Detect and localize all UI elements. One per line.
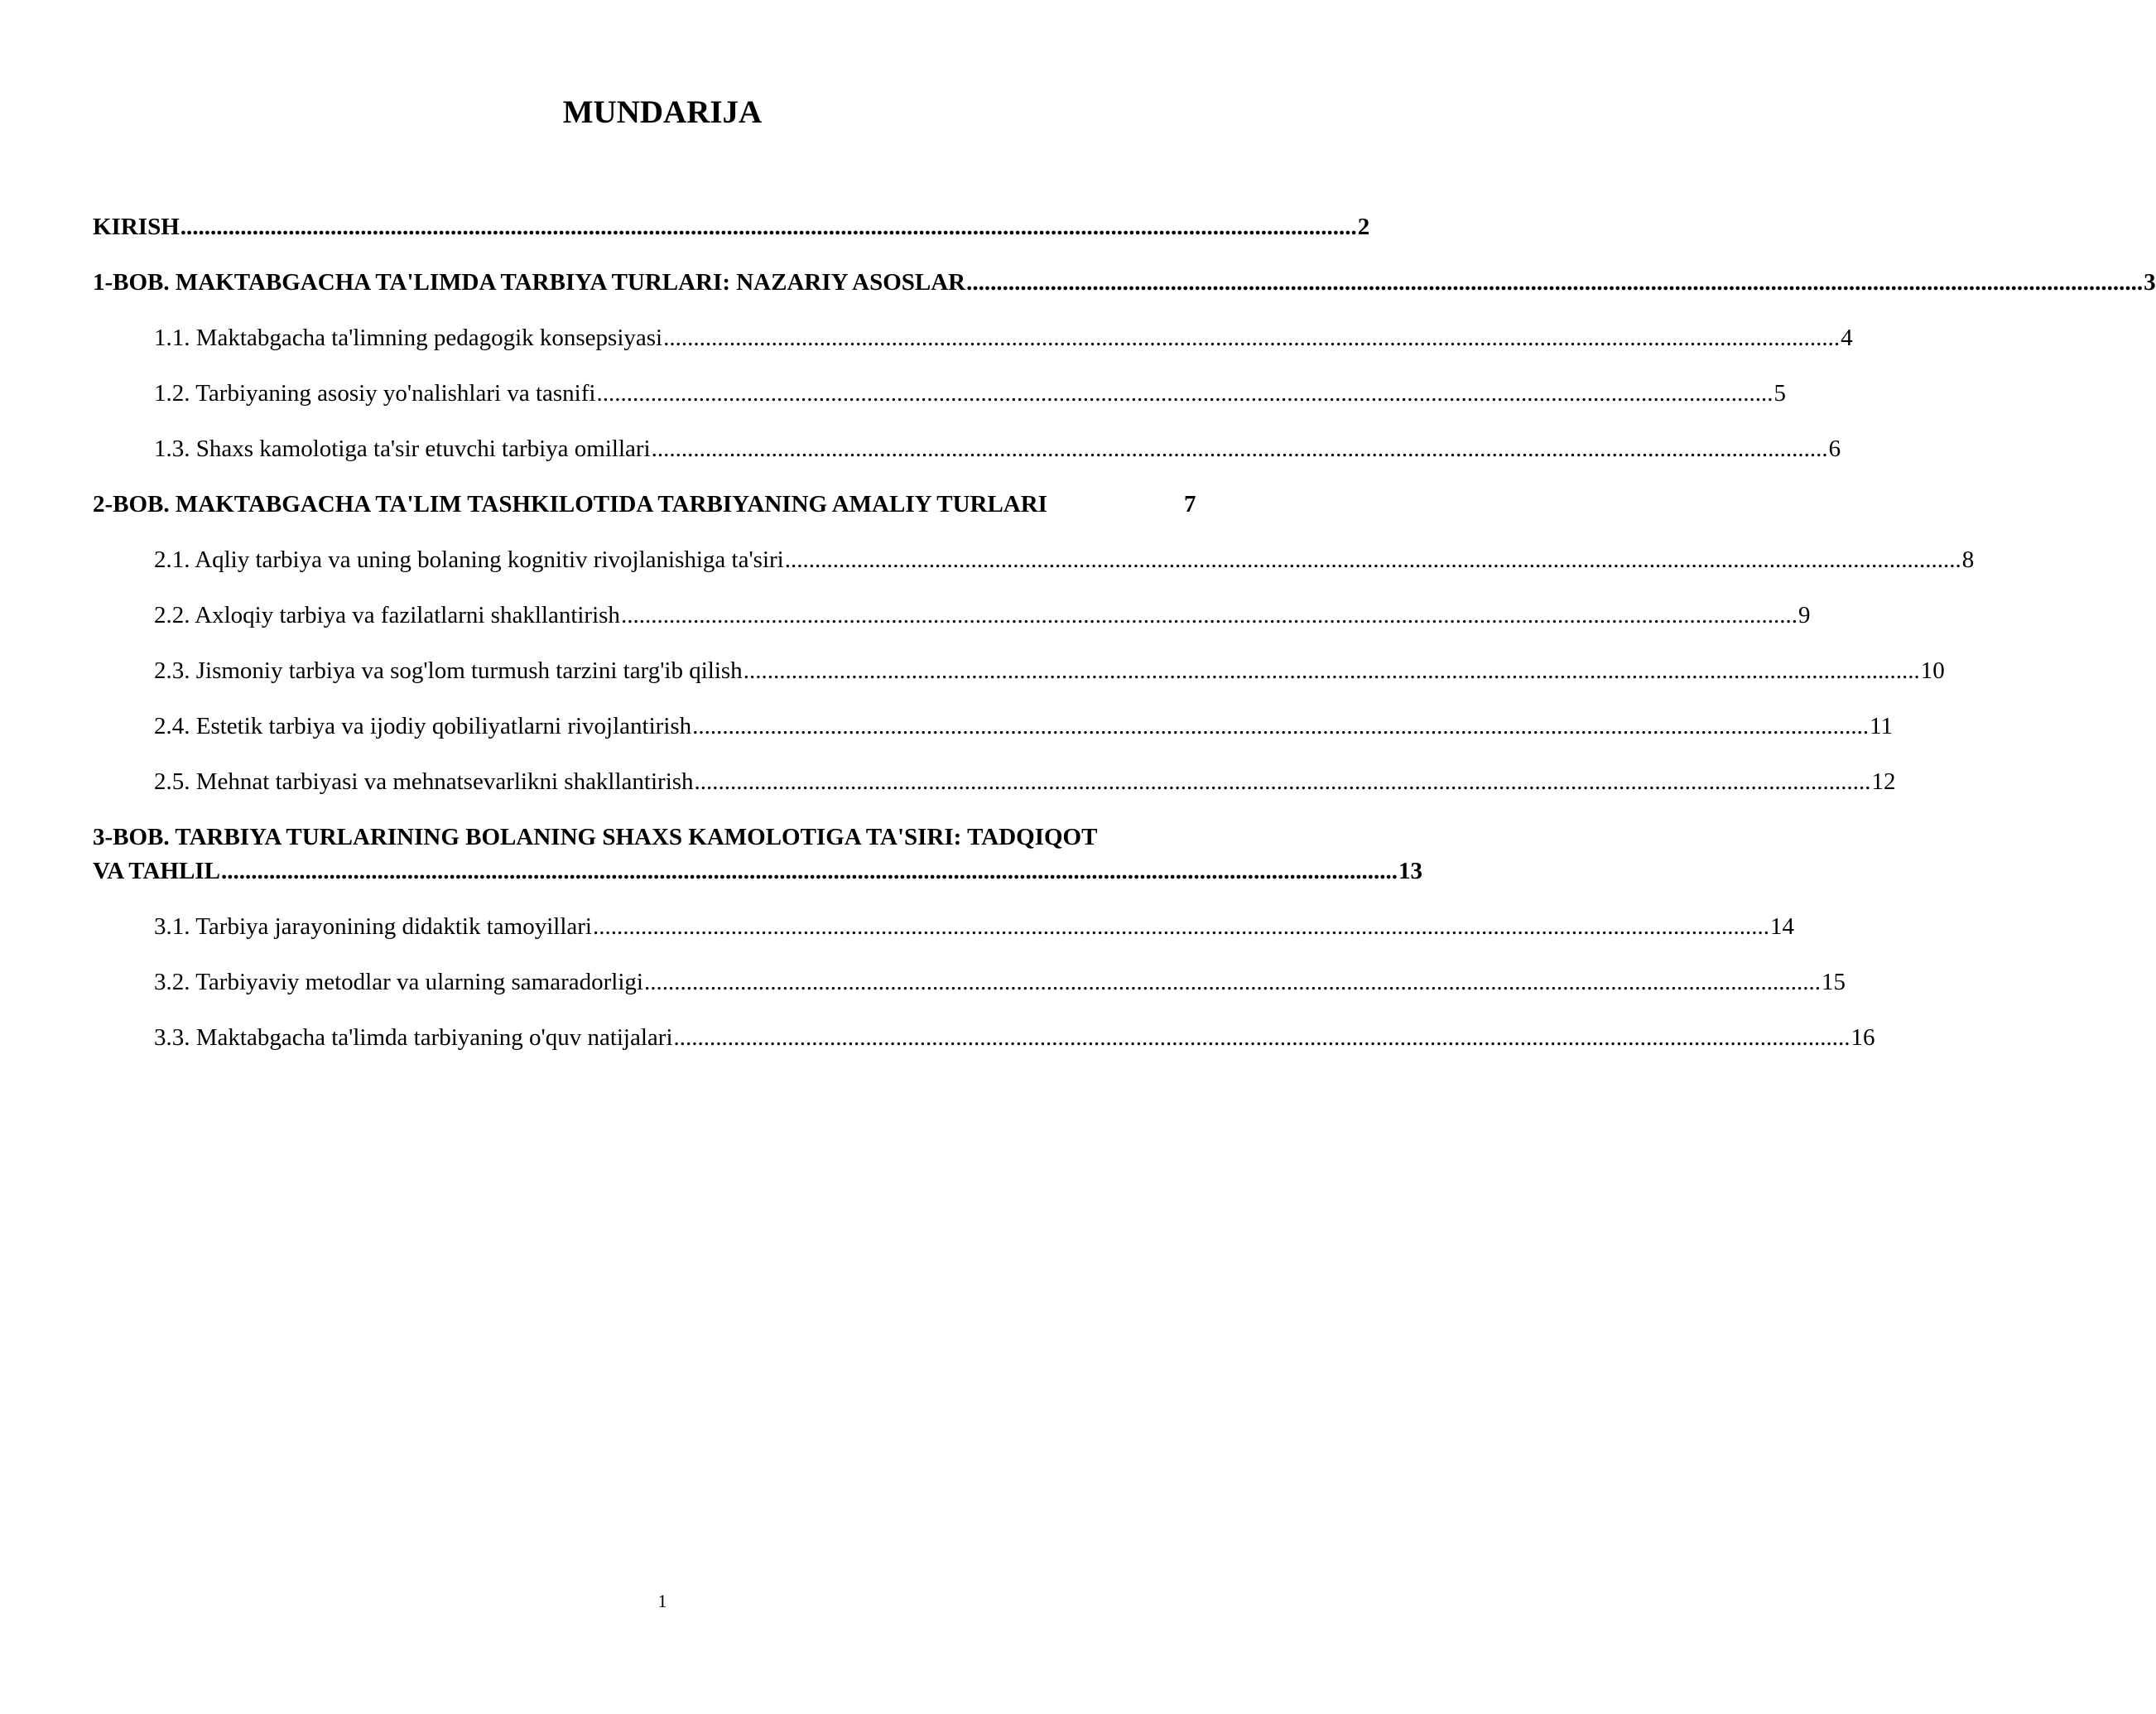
toc-entry-section-3-2[interactable] [93,965,1846,999]
dot-leader: .................................................................................................................................................................................................... [966,269,2144,296]
toc-title: MUNDARIJA [562,94,763,130]
toc-entry-page: 5 [1773,380,1786,407]
toc-entry-text: 2.5. Mehnat tarbiyasi va mehnatsevarlikni shakllantirish [154,768,694,795]
dot-leader: .................................................................................................................................................................................................... [673,1024,1850,1051]
toc-entry-text: 3.3. Maktabgacha ta'limda tarbiyaning o'quv natijalari [154,1024,673,1051]
toc-entry-page: 12 [1871,768,1896,795]
dot-leader: .................................................................................................................................................................................................... [596,380,1773,407]
dot-leader: .................................................................................................................................................................................................... [784,546,1961,573]
toc-entry-text: 2.1. Aqliy tarbiya va uning bolaning kognitiv rivojlanishiga ta'siri [154,546,784,573]
toc-entry-text: 1.3. Shaxs kamolotiga ta'sir etuvchi tarbiya omillari [154,436,651,462]
toc-entry-text: 3.2. Tarbiyaviy metodlar va ularning samaradorligi [154,969,643,995]
toc-entry-chapter-2[interactable] [93,488,1196,522]
toc-entry-page: 14 [1769,913,1794,940]
toc-entry-text-line2: VA TAHLIL [93,858,220,884]
dot-leader: .................................................................................................................................................................................................... [220,858,1398,884]
dot-leader: .................................................................................................................................................................................................... [663,325,1841,351]
dot-leader: .................................................................................................................................................................................................... [592,913,1769,940]
dot-leader: .................................................................................................................................................................................................... [694,768,1871,795]
toc-entry-page: 10 [1920,657,1945,684]
toc-entry-text: 1.1. Maktabgacha ta'limning pedagogik konsepsiyasi [154,325,663,351]
toc-entry-page: 7 [1184,491,1196,518]
toc-entry-text: 2-BOB. MAKTABGACHA TA'LIM TASHKILOTIDA TARBIYANING AMALIY TURLARI [93,491,1047,518]
page-number: 1 [657,1591,667,1611]
toc-entry-text: KIRISH [93,214,180,240]
toc-entry-section-2-4[interactable] [93,710,1894,744]
toc-entry-page: 8 [1961,546,1975,573]
toc-entry-text: 2.4. Estetik tarbiya va ijodiy qobiliyatlarni rivojlantirish [154,713,692,739]
toc-entry-section-1-3[interactable] [93,432,1841,466]
toc-entry-text: 3.1. Tarbiya jarayonining didaktik tamoyillari [154,913,592,940]
toc-entry-text: 1-BOB. MAKTABGACHA TA'LIMDA TARBIYA TURLARI: NAZARIY ASOSLAR [93,269,966,296]
dot-leader: .................................................................................................................................................................................................... [620,602,1797,628]
dot-leader: .................................................................................................................................................................................................... [180,214,1357,240]
toc-entry-page: 15 [1821,969,1846,995]
toc-entry-page: 6 [1828,436,1841,462]
toc-entry-section-1-1[interactable] [93,321,1853,355]
toc-entry-chapter-1[interactable] [93,266,2156,300]
toc-entry-text: 2.3. Jismoniy tarbiya va sog'lom turmush tarzini targ'ib qilish [154,657,743,684]
toc-entry-kirish[interactable] [93,210,1370,244]
toc-entry-page: 4 [1841,325,1853,351]
toc-entry-page: 9 [1797,602,1811,628]
toc-entry-text: 2.2. Axloqiy tarbiya va fazilatlarni shakllantirish [154,602,620,628]
toc-entry-section-2-1[interactable] [93,543,1975,577]
toc-entry-section-2-5[interactable] [93,765,1896,799]
toc-entry-text-line1: 3-BOB. TARBIYA TURLARINING BOLANING SHAXS KAMOLOTIGA TA'SIRI: TADQIQOT [93,824,1098,850]
toc-entry-page: 13 [1398,858,1422,884]
toc-entry-section-3-1[interactable] [93,910,1794,944]
toc-entry-page: 3 [2144,269,2156,296]
toc-entry-chapter-3[interactable] [93,821,1422,888]
dot-leader: .................................................................................................................................................................................................... [643,969,1821,995]
toc-entry-page: 11 [1870,713,1894,739]
toc-entry-section-3-3[interactable] [93,1021,1875,1055]
toc-entry-text: 1.2. Tarbiyaning asosiy yo'nalishlari va tasnifi [154,380,596,407]
toc-entry-section-2-3[interactable] [93,654,1945,688]
dot-leader: .................................................................................................................................................................................................... [692,713,1870,739]
table-of-contents [93,210,2156,1076]
dot-leader: .................................................................................................................................................................................................... [743,657,1920,684]
toc-entry-section-1-2[interactable] [93,377,1786,411]
dot-leader: .................................................................................................................................................................................................... [651,436,1828,462]
toc-entry-page: 16 [1850,1024,1875,1051]
toc-entry-section-2-2[interactable] [93,599,1811,633]
toc-entry-page: 2 [1357,214,1370,240]
